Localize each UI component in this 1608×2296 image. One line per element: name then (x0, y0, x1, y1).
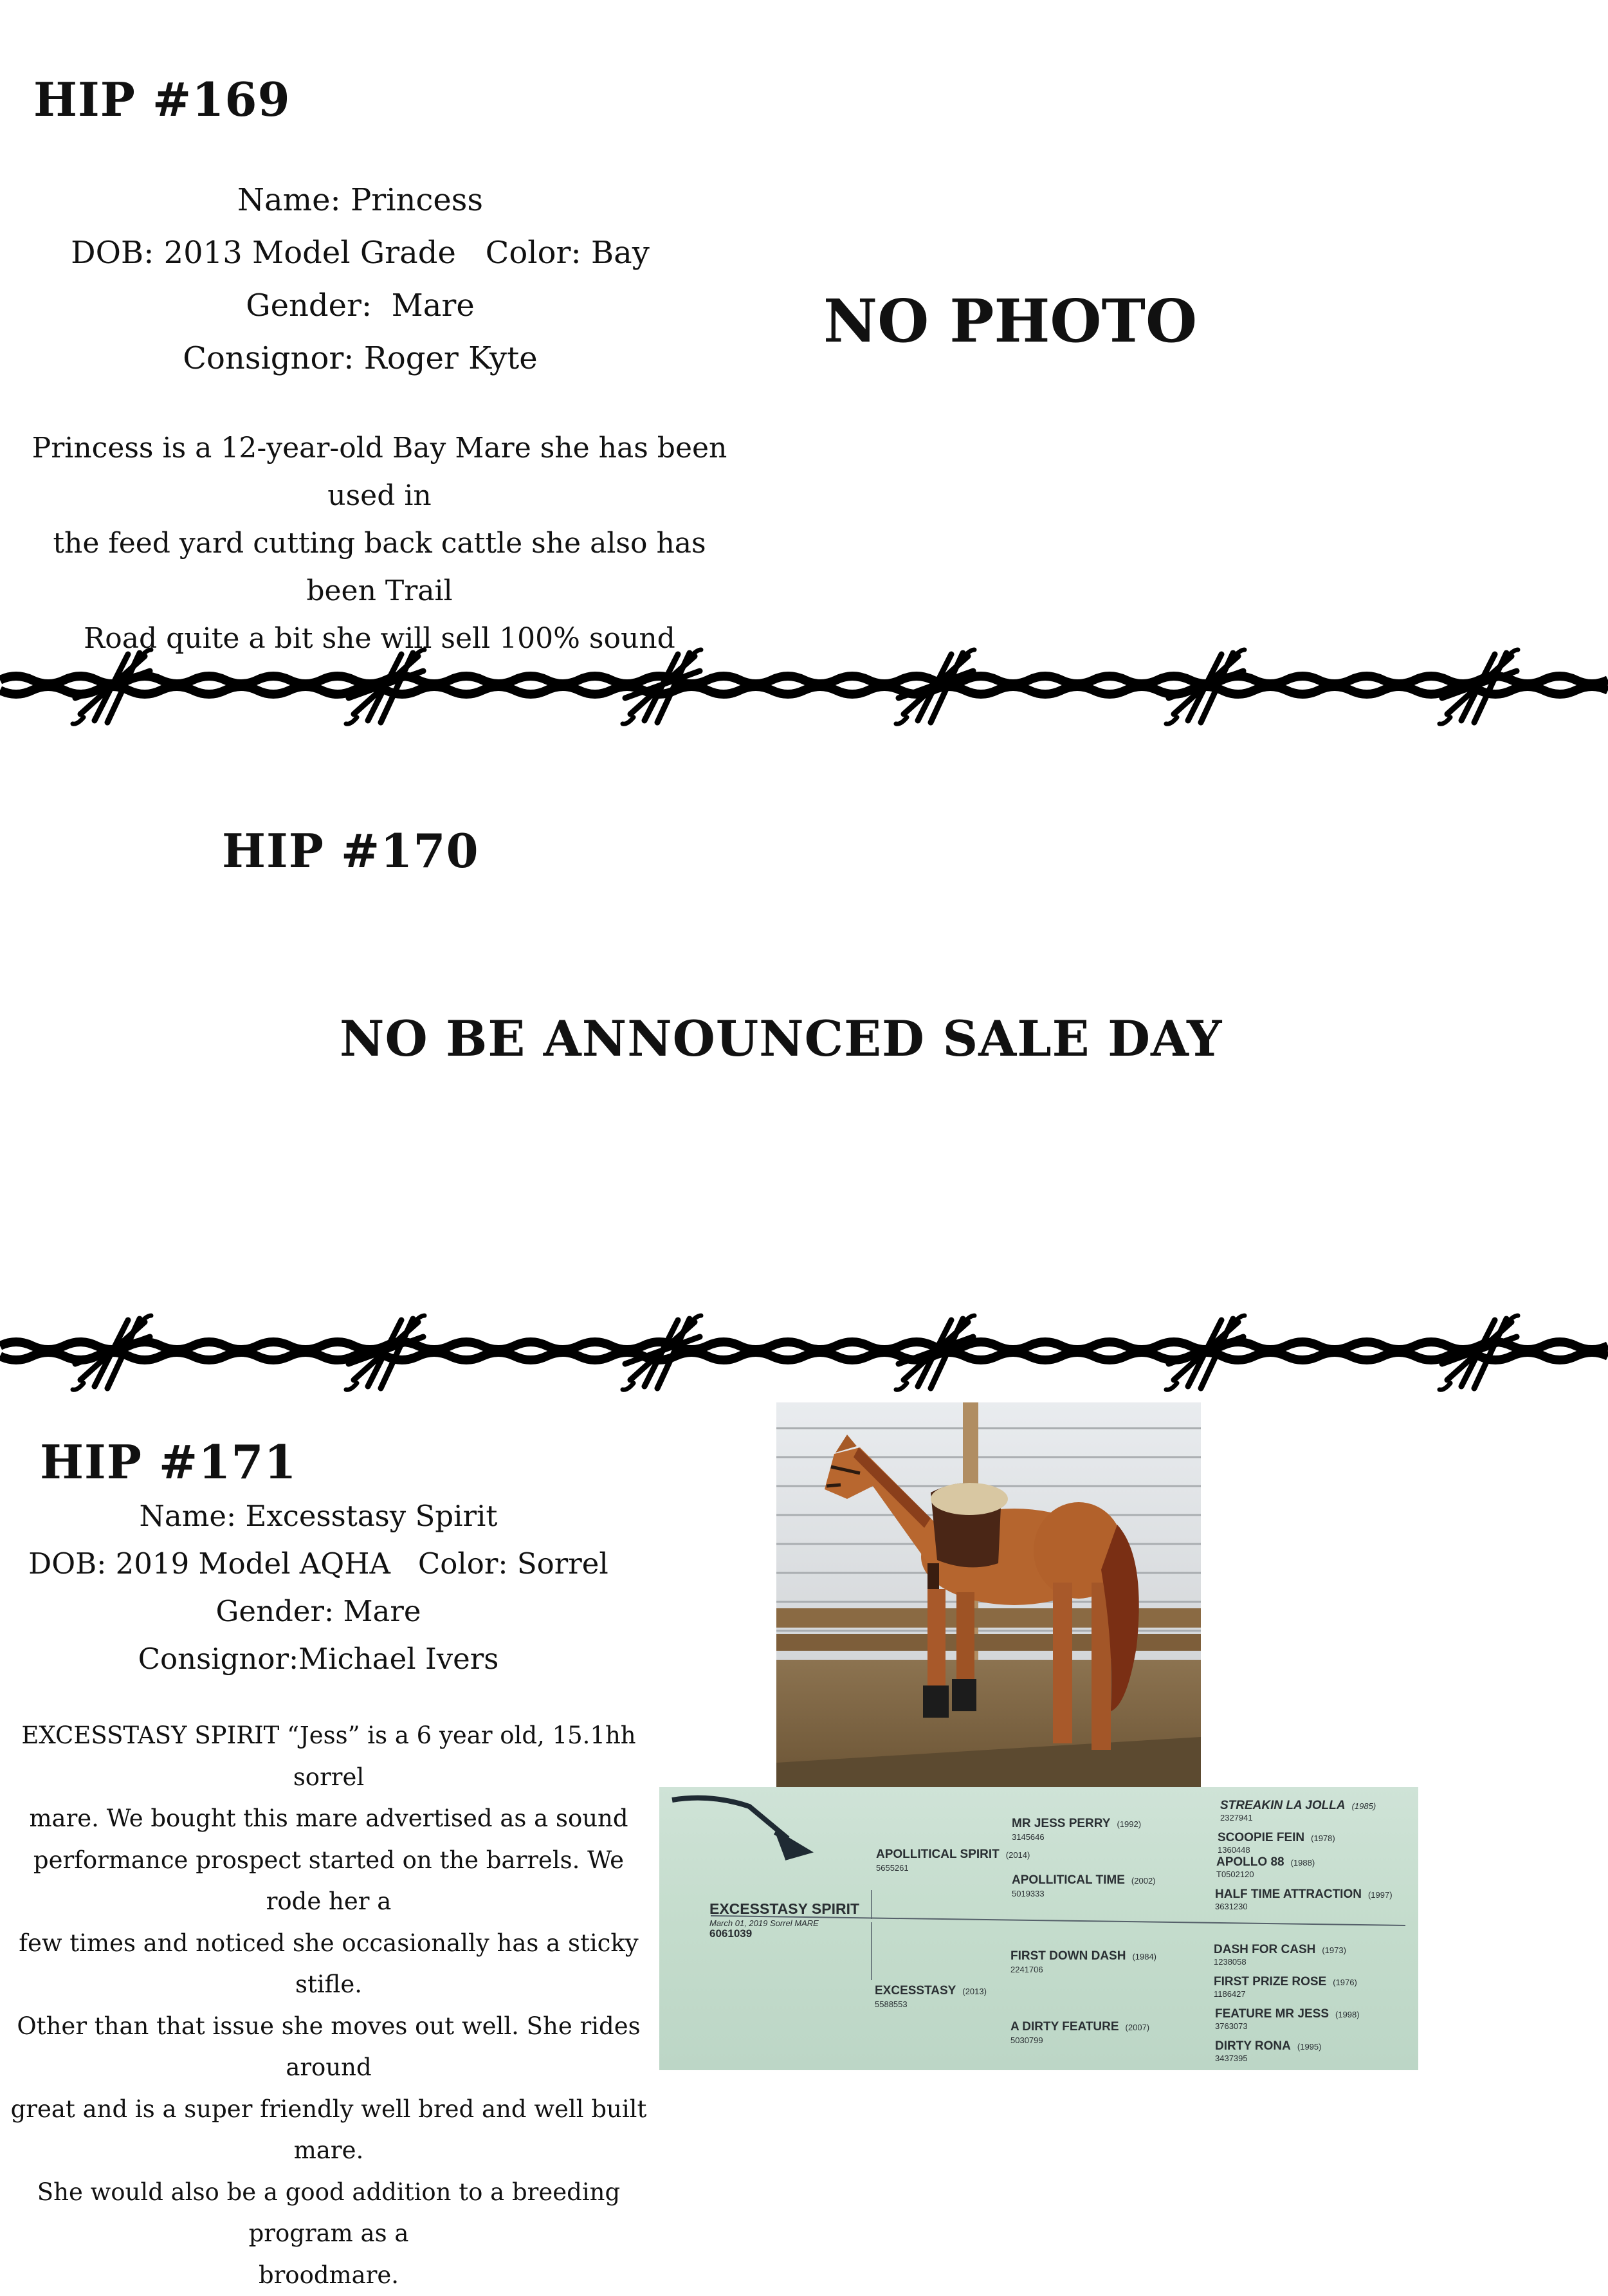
hip-169-desc-line: Road quite a bit she will sell 100% sound (19, 615, 740, 663)
pedigree-g4-reg: 3631230 (1215, 1902, 1248, 1911)
pedigree-g1-reg: 2327941 (1220, 1813, 1253, 1823)
hip-169-title: HIP #169 (33, 72, 291, 127)
pedigree-g5-reg: 1238058 (1214, 1957, 1247, 1967)
pedigree-g8-reg: 3437395 (1215, 2053, 1248, 2063)
hip-171-desc-line: EXCESSTASY SPIRIT “Jess” is a 6 year old, 15.1hh sorrel (4, 1715, 653, 1798)
hip-171-desc-line: mare. We bought this mare advertised as a sound (4, 1798, 653, 1840)
pedigree-dd (1010, 2020, 1149, 2034)
hip-169-description (19, 425, 740, 663)
hip-169-desc-line: Princess is a 12-year-old Bay Mare she has been used in (19, 425, 740, 520)
hip-171-title: HIP #171 (40, 1435, 297, 1489)
pedigree-g2-name: SCOOPIE FEIN (1218, 1831, 1304, 1844)
hip-169-desc-line: the feed yard cutting back cattle she also has been Trail (19, 520, 740, 615)
pedigree-g7-reg: 3763073 (1215, 2021, 1248, 2031)
pedigree-sd (1012, 1873, 1156, 1887)
pedigree-ss (1012, 1817, 1141, 1831)
hip-169-dob-color: DOB: 2013 Model Grade Color: Bay (64, 226, 656, 279)
hip-171-desc-line: She would also be a good addition to a breeding program as a (4, 2172, 653, 2255)
pedigree-dam-reg: 5588553 (875, 1999, 908, 2009)
pedigree-g4-name: HALF TIME ATTRACTION (1215, 1887, 1362, 1901)
pedigree-chart (659, 1787, 1418, 2070)
hip-171-info (26, 1492, 611, 1683)
pedigree-ds (1010, 1949, 1156, 1963)
pedigree-g6-reg: 1186427 (1214, 1989, 1246, 1999)
hip-171-desc-line: great and is a super friendly well bred and well built mare. (4, 2089, 653, 2172)
hip-171-desc-line: Other than that issue she moves out well. She rides around (4, 2006, 653, 2089)
pedigree-g1 (1220, 1799, 1376, 1813)
hip-171-desc-line: few times and noticed she occasionally has a sticky stifle. (4, 1923, 653, 2006)
pedigree-g4 (1215, 1887, 1393, 1902)
pedigree-ds-reg: 2241706 (1010, 1965, 1043, 1974)
pedigree-g1-year: (1985) (1352, 1801, 1376, 1811)
pedigree-g4-year: (1997) (1368, 1890, 1393, 1900)
pedigree-g7 (1215, 2007, 1360, 2021)
pedigree-g3 (1216, 1855, 1315, 1869)
barbed-wire-divider (0, 1306, 1608, 1396)
pedigree-g2 (1218, 1831, 1335, 1845)
pedigree-g6 (1214, 1975, 1357, 1989)
pedigree-g7-name: FEATURE MR JESS (1215, 2007, 1329, 2021)
pedigree-sd-reg: 5019333 (1012, 1889, 1045, 1898)
pedigree-sire-name: APOLLITICAL SPIRIT (876, 1848, 1000, 1861)
pedigree-horse-reg: 6061039 (709, 1927, 752, 1940)
pedigree-g3-reg: T0502120 (1216, 1869, 1254, 1879)
hip-169-consignor: Consignor: Roger Kyte (64, 332, 656, 385)
pedigree-g6-name: FIRST PRIZE ROSE (1214, 1975, 1326, 1988)
barbed-wire-divider (0, 640, 1608, 730)
pedigree-dd-name: A DIRTY FEATURE (1010, 2020, 1119, 2034)
hip-171-consignor: Consignor:Michael Ivers (26, 1635, 611, 1683)
pedigree-g8 (1215, 2039, 1321, 2053)
pedigree-dd-reg: 5030799 (1010, 2035, 1043, 2045)
hip-171-name: Name: Excesstasy Spirit (26, 1492, 611, 1540)
pedigree-g2-year: (1978) (1311, 1833, 1335, 1843)
pedigree-ds-name: FIRST DOWN DASH (1010, 1949, 1126, 1963)
pedigree-ss-reg: 3145646 (1012, 1832, 1045, 1842)
pedigree-g5-year: (1973) (1322, 1945, 1346, 1955)
hip-169-info (64, 174, 656, 385)
hip-169-gender: Gender: Mare (64, 279, 656, 332)
pedigree-g8-name: DIRTY RONA (1215, 2039, 1291, 2053)
pedigree-ds-year: (1984) (1132, 1952, 1156, 1961)
hip-170-title: HIP #170 (222, 823, 479, 878)
pedigree-sd-name: APOLLITICAL TIME (1012, 1873, 1125, 1887)
horse-photo (776, 1402, 1201, 1787)
hip-170-announcement: NO BE ANNOUNCED SALE DAY (340, 1010, 1222, 1067)
hip-171-description (4, 1715, 653, 2296)
pedigree-ss-year: (1992) (1117, 1819, 1141, 1829)
hip-171-gender: Gender: Mare (26, 1588, 611, 1635)
pedigree-g7-year: (1998) (1335, 2010, 1360, 2019)
pedigree-g8-year: (1995) (1297, 2042, 1322, 2052)
pedigree-horse-name: EXCESSTASY SPIRIT (709, 1900, 859, 1918)
no-photo-label: NO PHOTO (823, 286, 1197, 356)
pedigree-dam (875, 1984, 987, 1998)
pedigree-sire-year: (2014) (1006, 1850, 1030, 1860)
pedigree-g3-year: (1988) (1291, 1858, 1315, 1868)
pedigree-g3-name: APOLLO 88 (1216, 1855, 1284, 1869)
pedigree-ss-name: MR JESS PERRY (1012, 1817, 1110, 1830)
pedigree-g6-year: (1976) (1333, 1978, 1357, 1987)
pedigree-g5 (1214, 1943, 1346, 1957)
pedigree-dam-year: (2013) (962, 1987, 987, 1996)
pedigree-dd-year: (2007) (1126, 2023, 1150, 2032)
pedigree-g1-name: STREAKIN LA JOLLA (1220, 1799, 1346, 1812)
hip-171-dob-color: DOB: 2019 Model AQHA Color: Sorrel (26, 1540, 611, 1588)
pedigree-horse-sub: March 01, 2019 Sorrel MARE (709, 1918, 819, 1928)
pedigree-dam-name: EXCESSTASY (875, 1984, 956, 1998)
pedigree-sire-reg: 5655261 (876, 1863, 909, 1873)
pedigree-sire (876, 1848, 1030, 1862)
hip-171-desc-line: performance prospect started on the barrels. We rode her a (4, 1840, 653, 1923)
pedigree-sd-year: (2002) (1131, 1876, 1156, 1886)
hip-169-name: Name: Princess (64, 174, 656, 226)
pedigree-g5-name: DASH FOR CASH (1214, 1943, 1315, 1956)
pedigree-g2-reg: 1360448 (1218, 1845, 1250, 1855)
hip-171-desc-line: broodmare. (4, 2255, 653, 2296)
